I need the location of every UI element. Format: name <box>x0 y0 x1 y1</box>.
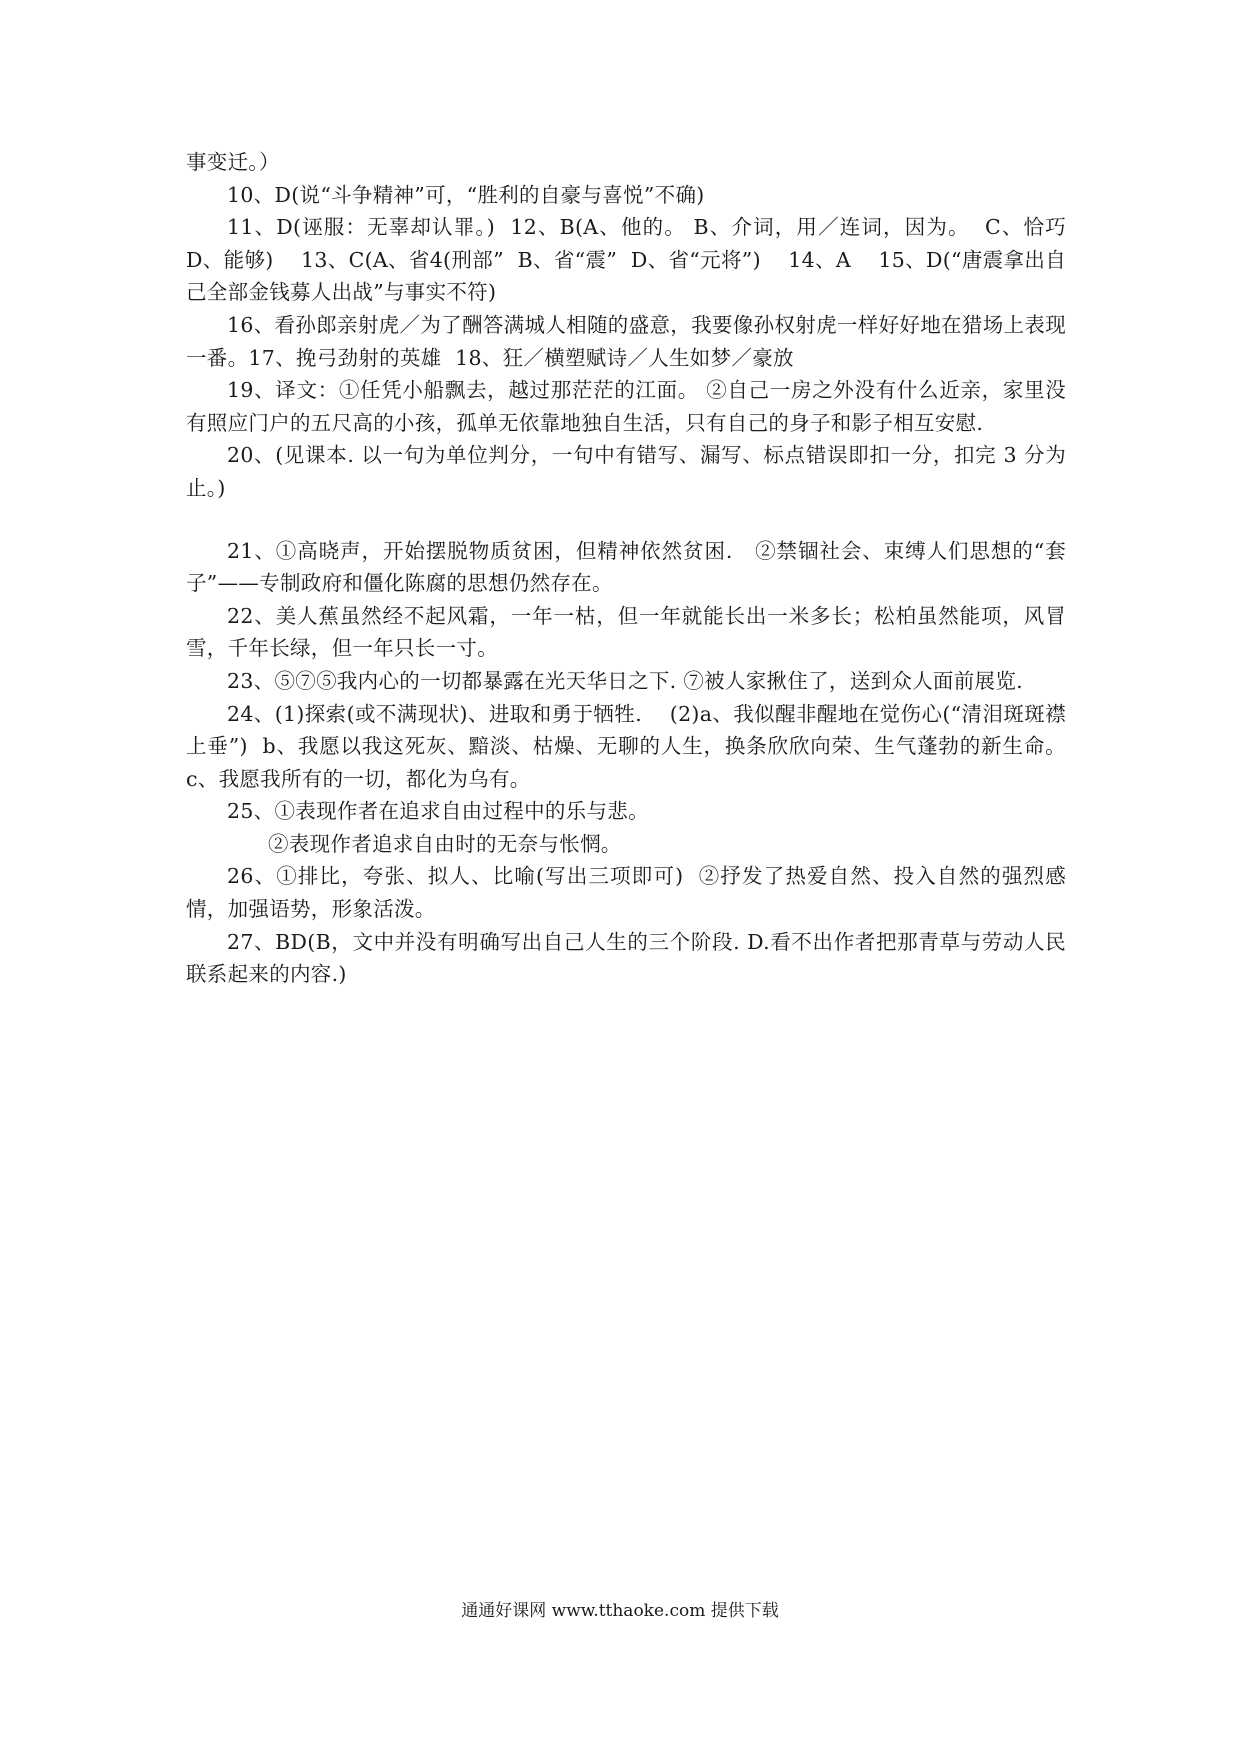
answer-23: 23、⑤⑦⑤我内心的一切都暴露在光天华日之下. ⑦被人家揪住了，送到众人面前展览. <box>227 668 1023 693</box>
answer-11-15: 11、D(诬服：无辜却认罪。) 12、B(A、他的。 B、介词，用／连词，因为。 C、恰巧 D、能够) 13、C(A、省4(刑部” B、省“震” D、省“元将”) 14、A 15、D(“唐震拿出自己全部金钱募人出战”与事实不符) <box>186 215 1073 305</box>
answer-22: 22、美人蕉虽然经不起风霜，一年一枯，但一年就能长出一米多长；松柏虽然能项，风冒雪，千年长绿，但一年只长一寸。 <box>186 603 1066 661</box>
footer-source-line: 通通好课网 www.tthaoke.com 提供下载 <box>461 1601 779 1621</box>
answer-10: 10、D(说“斗争精神”可，“胜利的自豪与喜悦”不确) <box>227 182 705 207</box>
answer-19: 19、译文：①任凭小船飘去，越过那茫茫的江面。 ②自己一房之外没有什么近亲，家里没有照应门户的五尺高的小孩，孤单无依靠地独自生活，只有自己的身子和影子相互安慰. <box>186 378 1066 435</box>
answer-27: 27、BD(B，文中并没有明确写出自己人生的三个阶段. D.看不出作者把那青草与劳动人民联系起来的内容.) <box>186 929 1066 987</box>
answer-25-part2: ②表现作者追求自由时的无奈与怅惘。 <box>268 831 622 856</box>
answer-26: 26、①排比，夸张、拟人、比喻(写出三项即可) ②抒发了热爱自然、投入自然的强烈感情，加强语势，形象活泼。 <box>186 864 1066 922</box>
answer-text-body <box>186 146 1094 991</box>
answer-25-part1: 25、①表现作者在追求自由过程中的乐与悲。 <box>227 799 649 824</box>
answer-16-18: 16、看孙郎亲射虎／为了酬答满城人相随的盛意，我要像孙权射虎一样好好地在猎场上表现一番。17、挽弓劲射的英雄 18、狂／横塑赋诗／人生如梦／豪放 <box>186 312 1066 370</box>
paragraph-continuation: 事变迁。） <box>186 150 280 174</box>
answer-24: 24、(1)探索(或不满现状)、进取和勇于牺牲. (2)a、我似醒非醒地在觉伤心(“清泪斑斑襟上垂”) b、我愿以我这死灰、黯淡、枯燥、无聊的人生，换条欣欣向荣、生气蓬勃的新生命。 c、我愿我所有的一切，都化为乌有。 <box>186 701 1094 791</box>
answer-21: 21、①高晓声，开始摆脱物质贫困，但精神依然贫困. ②禁锢社会、束缚人们思想的“套子”——专制政府和僵化陈腐的思想仍然存在。 <box>186 538 1066 596</box>
answer-20: 20、(见课本. 以一句为单位判分，一句中有错写、漏写、标点错误即扣一分，扣完 3 分为止。) <box>186 443 1066 500</box>
section-gap <box>186 505 1066 535</box>
